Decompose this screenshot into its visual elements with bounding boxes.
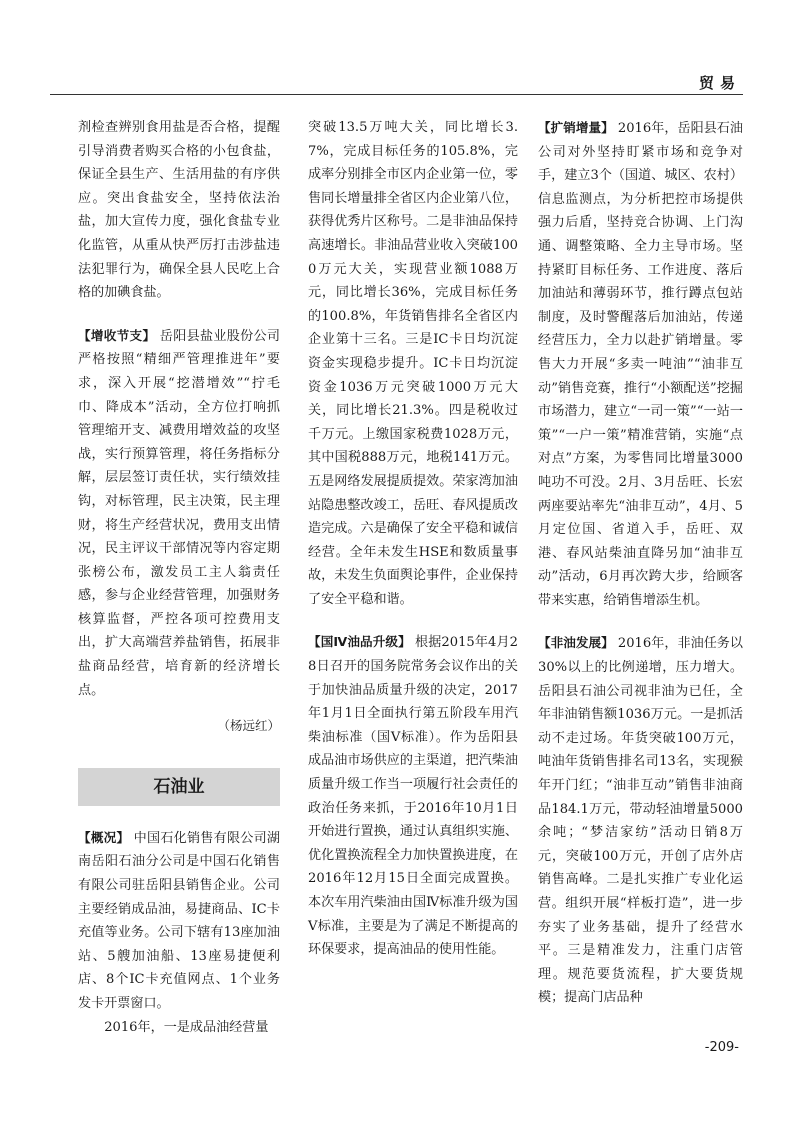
- section-title: 石油业: [78, 768, 280, 806]
- col1-p3-tag: 【概况】: [78, 829, 130, 845]
- section-header: 贸易: [698, 74, 741, 92]
- col2-p2-tag: 【国Ⅳ油品升级】: [308, 634, 411, 650]
- col3-p2-text: 2016年，非油任务以30%以上的比例递增，压力增大。岳阳县石油公司视非油为已任，全年非油销售额1036万元。一是抓活动不走过场。年货突破100万元，吨油年货销售排名司13名，实现猴年开门红；“油非互动”销售非油商品184.1万元，带动轻油增量5000余吨；“梦洁家纺”活动日销8万元，突破100万元，开创了店外店销售高峰。二是扎实推广专业化运营。组织开展“样板打造”，进一步夯实了业务基础，提升了经营水平。三是精准发力，注重门店管理。规范要货流程，扩大要货规模；提高门店品种: [538, 636, 744, 1006]
- col1-p3-text: 中国石化销售有限公司湖南岳阳石油分公司是中国石化销售有限公司驻岳阳县销售企业。公司主要经销成品油，易捷商品、IC卡充值等业务。公司下辖有13座加油站、5艘加油船、13座易捷便利店、8个IC卡充值网点、1个业务发卡开票窗口。: [78, 830, 280, 1011]
- col2-p2-text: 根据2015年4月28日召开的国务院常务会议作出的关于加快油品质量升级的决定，2017年1月1日全面执行第五阶段车用汽柴油标准（国Ⅴ标准）。作为岳阳县成品油市场供应的主渠道，把汽柴油质量升级工作当一项履行社会责任的政治任务来抓，于2016年10月1日开始进行置换，通过认真组织实施、优化置换流程全力加快置换进度，在2016年12月15日全面完成置换。本次车用汽柴油由国Ⅳ标准升级为国Ⅴ标准，主要是为了满足不断提高的环保要求，提高油品的使用性能。: [308, 635, 518, 958]
- column-1: [78, 116, 280, 1039]
- col2-paragraph-1: 突破13.5万吨大关，同比增长3.7%，完成目标任务的105.8%，完成率分别排全市区内企业第一位，零售同长增量排全省区内企业第八位，获得优秀片区称号。二是非油品保持高速增长。非油品营业收入突破1000万元大关，实现营业额1088万元，同比增长36%，完成目标任务的100.8%，年货销售排名全省区内企业第十三名。三是IC卡日均沉淀资金实现稳步提升。IC卡日均沉淀资金1036万元突破1000万元大关，同比增长21.3%。四是税收过千万元。上缴国家税费1028万元，其中国税888万元，地税141万元。五是网络发展提质提效。荣家湾加油站隐患整改竣工，岳旺、春风提质改造完成。六是确保了安全平稳和诚信经营。全年未发生HSE和数质量事故，未发生负面舆论事件，企业保持了安全平稳和谐。: [308, 120, 518, 607]
- col1-paragraph-4: 2016年，一是成品油经营量: [104, 1019, 269, 1035]
- col1-paragraph-2: [78, 324, 280, 703]
- header-rule: [50, 94, 743, 95]
- page-number: -209-: [704, 1040, 739, 1055]
- col3-paragraph-1: [538, 116, 743, 612]
- col1-paragraph-3: [78, 826, 280, 1016]
- col3-paragraph-2: [538, 631, 743, 1010]
- column-3: [538, 116, 743, 1010]
- col3-p2-tag: 【非油发展】: [538, 635, 614, 651]
- col1-p2-text: 岳阳县盐业股份公司严格按照“精细严管理推进年”要求，深入开展“挖潜增效”“拧毛巾、降成本”活动，全方位打响抓管理缩开支、减费用增效益的攻坚战，实行预算管理，将任务指标分解，层层签订责任状，实行绩效挂钩，对标管理，民主决策，民主理财，将生产经营状况，费用支出情况，民主评议干部情况等内容定期张榜公布，激发员工主人翁责任感，参与企业经营管理，加强财务核算监督，严控各项可控费用支出，扩大高端营养盐销售，拓展非盐商品经营，培育新的经济增长点。: [78, 328, 281, 698]
- author-credit: （杨远红）: [217, 718, 280, 734]
- col2-paragraph-2: [308, 630, 518, 961]
- col3-p1-text: 2016年，岳阳县石油公司对外坚持盯紧市场和竞争对手，建立3个（国道、城区、农村）信息监测点，为分析把控市场提供强力后盾，坚持竞合协调、上门沟通、调整策略、全力主导市场。坚持紧盯目标任务、工作进度、落后加油站和薄弱环节，推行蹲点包站制度，及时警醒落后加油站，传递经营压力，全力以赴扩销增量。零售大力开展“多卖一吨油”“油非互动”销售竞赛，推行“小额配送”挖掘市场潜力，建立“一司一策”“一站一策”“一户一策”精准营销，实施“点对点”方案，为零售同比增量3000吨功不可没。2月、3月岳旺、长宏两座要站率先“油非互动”，4月、5月定位国、省道入手，岳旺、双港、春风站柴油直降另加“油非互动”活动，6月再次跨大步，给顾客带来实惠，给销售增添生机。: [538, 121, 744, 608]
- col1-p2-tag: 【增收节支】: [78, 327, 156, 343]
- col3-p1-tag: 【扩销增量】: [538, 120, 614, 135]
- col1-paragraph-1: 剂检查辨别食用盐是否合格，提醒引导消费者购买合格的小包食盐，保证全县生产、生活用盐的有序供应。突出食盐安全，坚持依法治盐，加大宣传力度，强化食盐专业化监管，从重从快严厉打击涉盐违法犯罪行为，确保全县人民吃上合格的加碘食盐。: [78, 120, 280, 301]
- column-2: [308, 116, 518, 962]
